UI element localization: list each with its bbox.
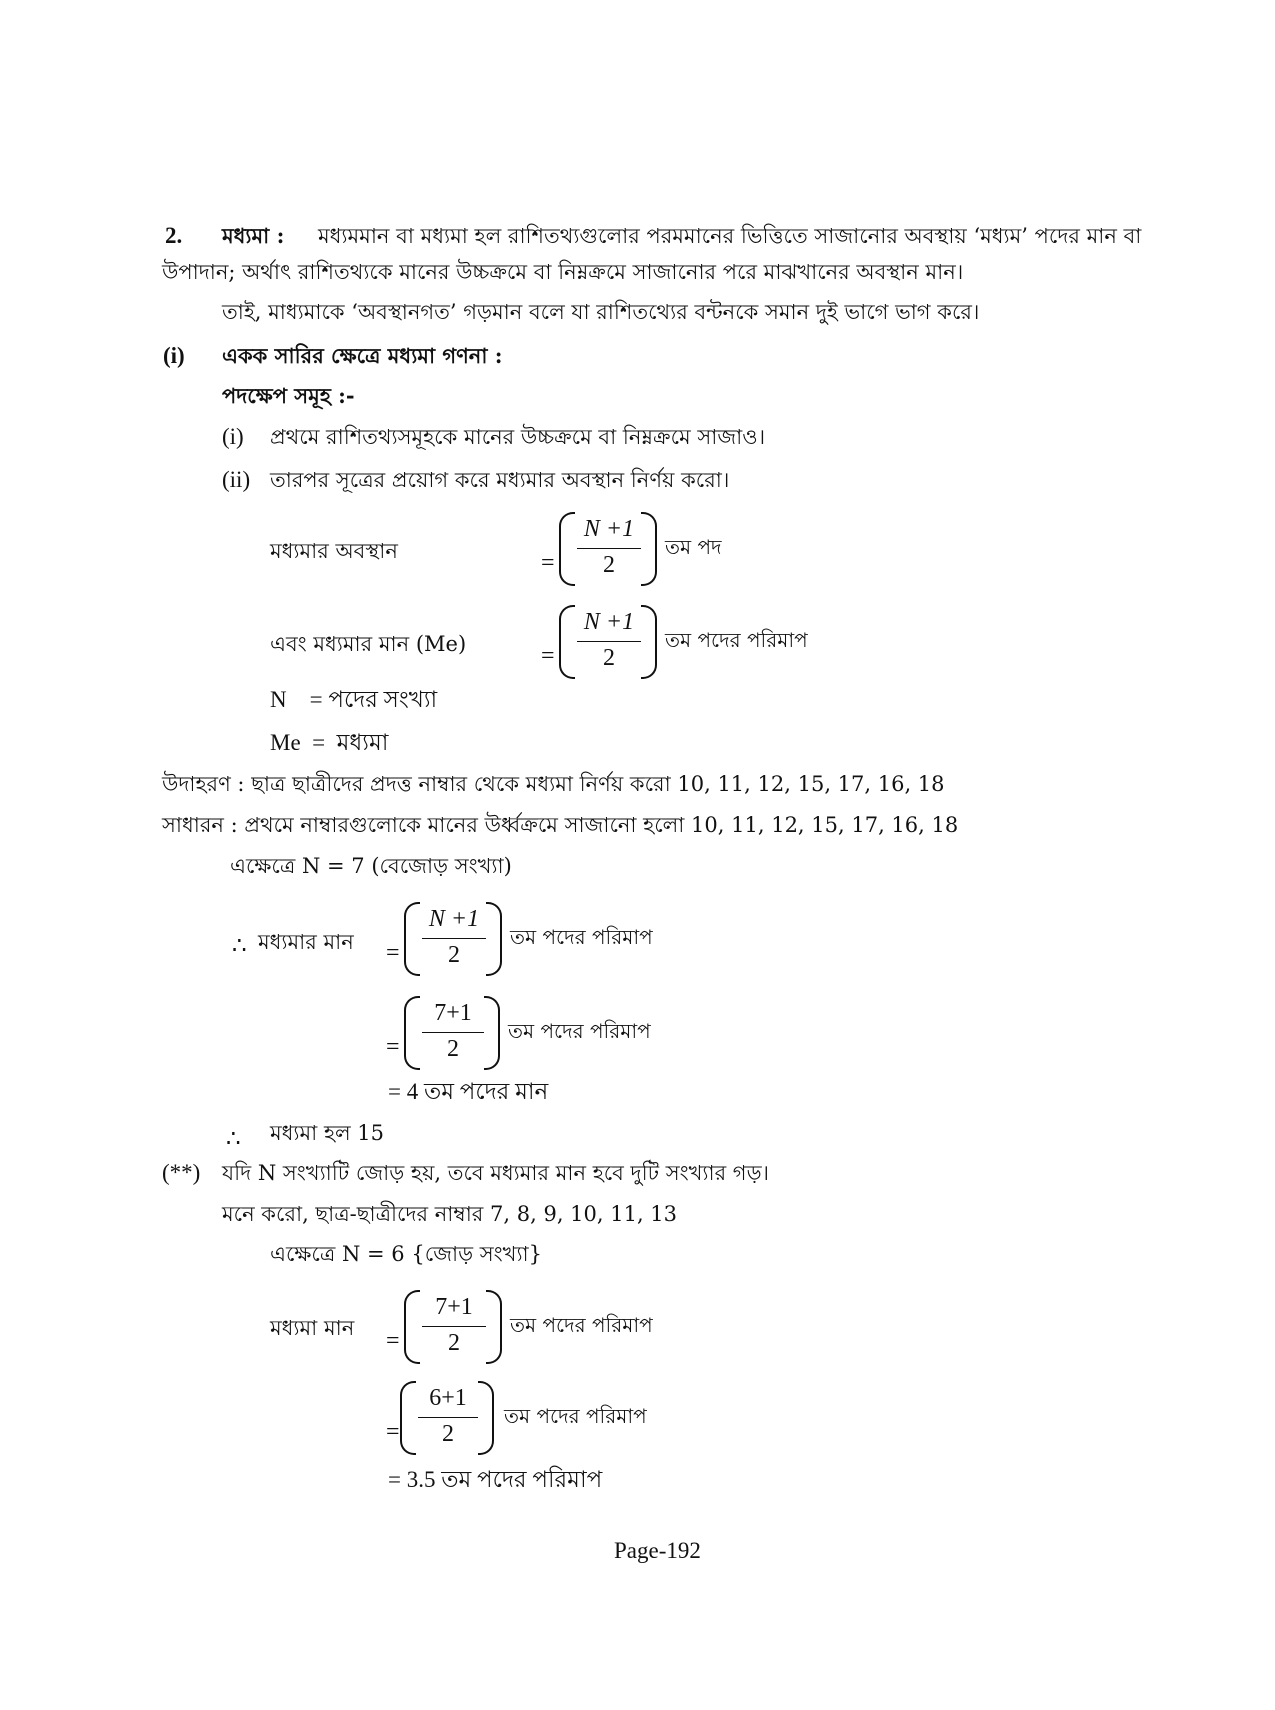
- subsection-heading: একক সারির ক্ষেত্রে মধ্যমা গণনা :: [222, 343, 503, 368]
- fraction-denominator: 2: [448, 942, 460, 968]
- paragraph-line: তাই, মাধ্যমাকে ‘অবস্থানগত’ গড়মান বলে যা রাশিতথ্যের বন্টনকে সমান দুই ভাগে ভাগ করে।: [222, 300, 980, 324]
- definition-n: N = পদের সংখ্যা: [270, 687, 438, 712]
- fraction-numerator: N +1: [428, 906, 480, 932]
- fraction-numerator: 6+1: [429, 1385, 467, 1411]
- even-median-label: মধ্যমা মান: [270, 1316, 355, 1340]
- fraction-numerator: N +1: [583, 609, 635, 635]
- therefore-symbol: ∴: [226, 1126, 241, 1151]
- example-case: এক্ষেত্রে N = 7 (বেজোড় সংখ্যা): [230, 854, 512, 878]
- formula-position-label: মধ্যমার অবস্থান: [270, 539, 398, 563]
- example-median-label: মধ্যমার মান: [258, 930, 354, 954]
- fraction-suffix: তম পদের পরিমাপ: [510, 1313, 653, 1337]
- fraction-numerator: 7+1: [435, 1294, 473, 1320]
- formula-suffix: তম পদ: [665, 535, 722, 559]
- steps-heading: পদক্ষেপ সমূহ :-: [222, 383, 355, 408]
- fraction-denominator: 2: [603, 645, 615, 671]
- section-heading: মধ্যমা :: [222, 223, 285, 248]
- page-number: Page-192: [614, 1538, 701, 1563]
- even-case: এক্ষেত্রে N = 6 {জোড় সংখ্যা}: [270, 1242, 542, 1266]
- note-text: যদি N সংখ্যাটি জোড় হয়, তবে মধ্যমার মান হবে দুটি সংখ্যার গড়।: [222, 1161, 770, 1185]
- fraction-numerator: 7+1: [434, 1000, 472, 1026]
- subsection-marker: (i): [163, 343, 185, 368]
- paragraph-line: মধ্যমমান বা মধ্যমা হল রাশিতথ্যগুলোর পরমমানের ভিত্তিতে সাজানোর অবস্থায় ‘মধ্যম’ পদের মান বা: [318, 224, 1142, 248]
- section-number: 2.: [165, 223, 183, 248]
- definition-me: Me = মধ্যমা: [270, 730, 389, 755]
- fraction-numerator: N +1: [583, 516, 635, 542]
- fraction-suffix: তম পদের পরিমাপ: [510, 925, 653, 949]
- fraction-denominator: 2: [442, 1421, 454, 1447]
- note-marker: (**): [162, 1160, 201, 1185]
- step-marker: (ii): [222, 467, 251, 492]
- fraction-suffix: তম পদের পরিমাপ: [504, 1404, 647, 1428]
- step-text: প্রথমে রাশিতথ্যসমূহকে মানের উচ্চক্রমে বা নিম্নক্রমে সাজাও।: [270, 425, 766, 449]
- formula-suffix: তম পদের পরিমাপ: [665, 628, 808, 652]
- paragraph-line: উপাদান; অর্থাৎ রাশিতথ্যকে মানের উচ্চক্রমে বা নিম্নক্রমে সাজানোর পরে মাঝখানের অবস্থান মান।: [162, 260, 964, 284]
- even-result: = 3.5 তম পদের পরিমাপ: [388, 1467, 603, 1492]
- step-marker: (i): [222, 424, 244, 449]
- therefore-symbol: ∴: [232, 933, 247, 958]
- example-solution: সাধারন : প্রথমে নাম্বারগুলোকে মানের উর্ধ্বক্রমে সাজানো হলো 10, 11, 12, 15, 17, 16, 18: [162, 813, 959, 837]
- step-text: তারপর সূত্রের প্রয়োগ করে মধ্যমার অবস্থান নির্ণয় করো।: [270, 468, 730, 492]
- example-question: উদাহরণ : ছাত্র ছাত্রীদের প্রদত্ত নাম্বার থেকে মধ্যমা নির্ণয় করো 10, 11, 12, 15, 17, 16, 18: [162, 772, 945, 796]
- fraction-denominator: 2: [448, 1330, 460, 1356]
- example-final: মধ্যমা হল 15: [270, 1121, 385, 1145]
- fraction-denominator: 2: [447, 1036, 459, 1062]
- even-suppose: মনে করো, ছাত্র-ছাত্রীদের নাম্বার 7, 8, 9, 10, 11, 13: [222, 1202, 678, 1226]
- fraction-denominator: 2: [603, 552, 615, 578]
- formula-value-label: এবং মধ্যমার মান (Me): [270, 632, 467, 656]
- example-result: = 4 তম পদের মান: [388, 1079, 549, 1104]
- fraction-suffix: তম পদের পরিমাপ: [508, 1019, 651, 1043]
